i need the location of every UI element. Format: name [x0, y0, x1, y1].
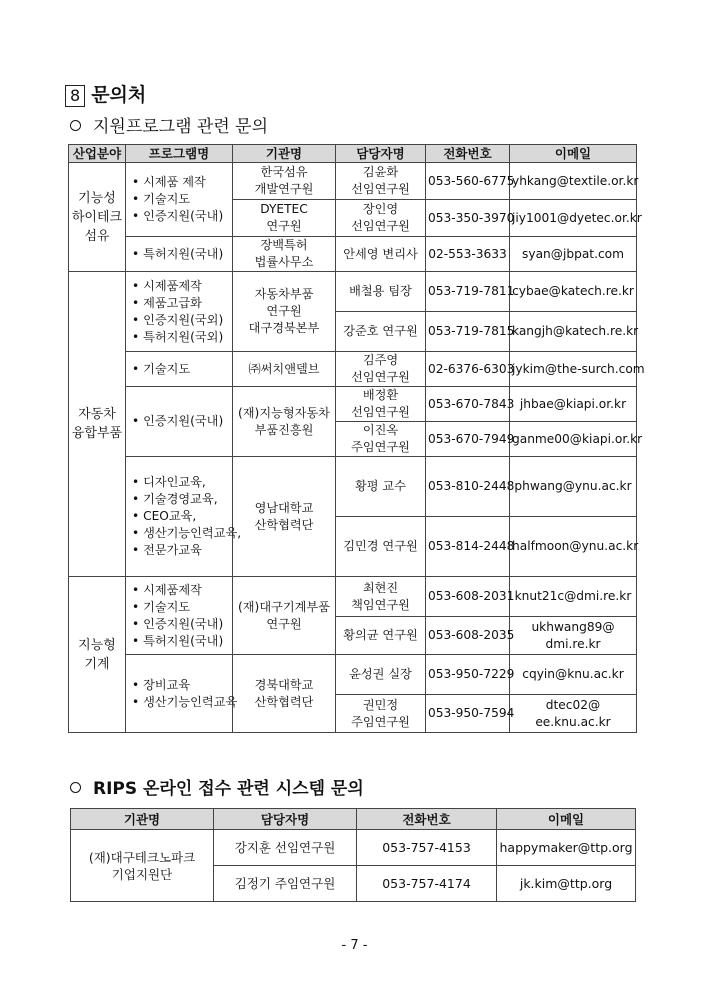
organization-cell: [233, 200, 336, 237]
organization-name-line: 한국섬유: [260, 165, 308, 179]
program-item: • 기술경영교육,: [132, 492, 218, 506]
contact-person-cell: [336, 387, 426, 422]
industry-category-line: 하이테크: [71, 209, 123, 225]
contact-person-line: 윤성권 실장: [349, 667, 412, 681]
email-address: knut21c@dmi.re.kr: [514, 589, 632, 603]
phone-cell: [426, 163, 515, 200]
organization-name-line: DYETEC: [260, 202, 308, 216]
email-address: ganme00@kiapi.or.kr: [512, 431, 643, 446]
program-list-cell: [126, 352, 233, 387]
email-cell: [510, 312, 637, 352]
email-cell: [510, 163, 637, 200]
program-item: • 시제품제작: [132, 278, 202, 293]
organization-cell: [233, 655, 336, 733]
email-cell: [510, 387, 637, 422]
phone-cell: [426, 352, 515, 387]
phone-number: 053-757-4153: [382, 840, 471, 855]
industry-category-line: 섬유: [84, 228, 110, 244]
contact-person-line: 안세영 변리사: [343, 246, 418, 261]
industry-category-cell: [69, 163, 126, 272]
section-heading: [65, 80, 146, 107]
table-row: [69, 577, 637, 617]
column-header: 기관명: [233, 145, 336, 163]
table-row: [69, 163, 637, 200]
phone-number: 053-560-6775: [428, 173, 515, 188]
organization-name-line: (재)대구기계부품: [238, 599, 330, 614]
email-cell: [497, 830, 636, 866]
contact-person-line: 권민정: [362, 697, 399, 712]
program-item: • 기술지도: [132, 599, 191, 614]
email-address: yhkang@textile.or.kr: [512, 173, 639, 188]
phone-cell: [426, 617, 515, 655]
contact-person-line: 강준호 연구원: [343, 324, 418, 338]
phone-number: 053-608-2031: [428, 589, 515, 603]
organization-name-line: 법률사무소: [254, 255, 314, 269]
organization-name-line: 기업지원단: [111, 866, 173, 882]
email-cell: [510, 422, 643, 457]
contact-person-cell: [336, 237, 426, 272]
program-item: • 기술지도: [132, 192, 191, 206]
email-address: jk.kim@ttp.org: [519, 876, 613, 891]
contact-person-cell: [336, 577, 426, 617]
phone-number: 02-6376-6303: [428, 361, 515, 376]
email-address: dmi.re.kr: [545, 636, 601, 651]
email-address: syan@jbpat.com: [522, 246, 624, 261]
contact-person-cell: [214, 866, 357, 902]
program-list-cell: [126, 163, 233, 237]
page-number: - 7 -: [341, 938, 368, 953]
contact-person-cell: [336, 617, 426, 655]
contact-person-cell: [336, 695, 426, 733]
program-item: • 생산기능인력교육: [132, 694, 238, 709]
contact-person-line: 배철용 팀장: [349, 284, 412, 298]
email-address: phwang@ynu.ac.kr: [514, 479, 632, 493]
program-item: • CEO교육,: [132, 509, 197, 523]
contact-person-cell: [336, 163, 426, 200]
program-item: • 전문가교육: [132, 543, 202, 557]
email-cell: [510, 272, 637, 312]
subheading-rips: [70, 774, 364, 799]
table-header-row: [69, 145, 637, 163]
program-item: • 시제품제작: [132, 582, 202, 597]
industry-category-line: 기능성: [78, 190, 116, 206]
contact-person-cell: [336, 352, 426, 387]
email-cell: [497, 866, 636, 902]
industry-category-cell: [69, 272, 126, 577]
organization-cell: [233, 387, 336, 457]
program-list-cell: [126, 457, 242, 577]
program-item: • 디자인교육,: [132, 475, 206, 489]
organization-name-line: 자동차부품: [254, 287, 314, 301]
organization-cell: [233, 272, 336, 352]
phone-cell: [426, 655, 515, 695]
contact-person-line: 김주영: [362, 353, 399, 367]
organization-cell: [233, 577, 336, 655]
industry-category-line: 자동차: [78, 407, 116, 422]
organization-cell: [233, 163, 336, 200]
email-cell: [510, 200, 642, 237]
section-number: 8: [65, 85, 85, 107]
email-address: ukhwang89@: [531, 619, 615, 634]
contact-person-line: 선임연구원: [351, 219, 410, 233]
phone-number: 053-670-7843: [428, 396, 515, 411]
email-cell: [510, 457, 637, 517]
section-title: 문의처: [91, 84, 147, 106]
column-header: 기관명: [71, 809, 214, 830]
table-row: [69, 272, 637, 312]
phone-number: 053-950-7594: [428, 706, 515, 720]
program-item: • 인증지원(국외): [132, 312, 224, 327]
email-address: ee.knu.ac.kr: [535, 714, 611, 729]
organization-name-line: 연구원: [266, 304, 302, 318]
table-row: [71, 830, 636, 866]
phone-number: 053-350-3970: [428, 210, 515, 225]
circle-bullet-icon: [70, 120, 81, 131]
phone-cell: [357, 866, 497, 902]
phone-number: 053-670-7949: [428, 431, 515, 446]
program-list-cell: [126, 387, 233, 457]
program-list-cell: [126, 577, 233, 655]
circle-bullet-icon: [70, 782, 81, 793]
contact-person-cell: [336, 457, 426, 517]
program-item: • 특허지원(국내): [132, 246, 224, 261]
organization-name-line: 산학협력단: [254, 517, 314, 532]
table-row: [69, 655, 637, 695]
contact-person-line: 선임연구원: [351, 182, 410, 196]
industry-category-line: 융합부품: [71, 426, 123, 441]
contact-person-line: 책임연구원: [351, 597, 410, 612]
program-item: • 생산기능인력교육,: [132, 526, 242, 540]
phone-number: 053-814-2448: [428, 539, 515, 553]
contact-person-line: 김윤화: [362, 165, 399, 179]
program-item: • 장비교육: [132, 677, 191, 692]
program-item: • 인증지원(국내): [132, 616, 224, 631]
phone-cell: [426, 577, 515, 617]
table-row: [69, 387, 637, 422]
program-contact-table: [68, 144, 645, 733]
email-address: halfmoon@ynu.ac.kr: [512, 539, 639, 553]
phone-number: 053-608-2035: [428, 628, 515, 642]
program-item: • 특허지원(국내): [132, 633, 224, 648]
contact-person-line: 장인영: [362, 202, 399, 216]
industry-category-line: 기계: [84, 656, 110, 672]
table-row: [69, 237, 637, 272]
contact-person-line: 선임연구원: [351, 405, 410, 419]
program-item: • 제품고급화: [132, 295, 202, 310]
contact-person-cell: [214, 830, 357, 866]
program-item: • 기술지도: [132, 361, 191, 376]
phone-cell: [426, 695, 515, 733]
contact-person-cell: [336, 655, 426, 695]
table-header-row: [71, 809, 636, 830]
program-list-cell: [126, 237, 233, 272]
column-header: 전화번호: [426, 145, 510, 163]
organization-cell: [233, 352, 336, 387]
email-cell: [510, 617, 637, 655]
rips-contact-table: [70, 808, 636, 902]
program-list-cell: [126, 655, 238, 733]
organization-name-line: 연구원: [266, 616, 302, 631]
email-address: dtec02@: [545, 697, 601, 712]
phone-cell: [426, 387, 515, 422]
email-address: jhbae@kiapi.or.kr: [519, 396, 627, 411]
column-header: 담당자명: [214, 809, 357, 830]
contact-person-cell: [336, 200, 426, 237]
contact-person-line: 선임연구원: [351, 370, 410, 384]
column-header: 이메일: [510, 145, 637, 163]
organization-name-line: 개발연구원: [254, 182, 314, 196]
phone-number: 053-810-2448: [428, 479, 515, 493]
email-cell: [510, 237, 637, 272]
organization-cell: [233, 237, 336, 272]
subheading-programs-text: 지원프로그램 관련 문의: [93, 117, 269, 137]
contact-person-line: 최현진: [362, 580, 399, 595]
contact-person-line: 김정기 주임연구원: [234, 876, 336, 891]
column-header: 프로그램명: [126, 145, 233, 163]
email-cell: [510, 695, 637, 733]
organization-name-line: 경북대학교: [254, 677, 314, 692]
organization-cell: [233, 457, 336, 577]
contact-person-cell: [336, 422, 426, 457]
contact-person-cell: [336, 272, 426, 312]
contact-person-cell: [336, 312, 426, 352]
email-cell: [510, 577, 637, 617]
email-address: cybae@katech.re.kr: [512, 284, 634, 298]
contact-person-line: 주임연구원: [351, 440, 410, 454]
industry-category-line: 지능형: [78, 637, 116, 653]
email-cell: [510, 655, 637, 695]
phone-cell: [426, 422, 515, 457]
email-cell: [510, 517, 637, 577]
industry-category-cell: [69, 577, 126, 733]
organization-cell: [71, 830, 214, 902]
contact-person-line: 황평 교수: [355, 479, 406, 493]
program-item: • 시제품 제작: [132, 175, 206, 189]
phone-cell: [426, 200, 515, 237]
organization-name-line: 부품진흥원: [254, 422, 314, 437]
organization-name-line: 연구원: [266, 219, 302, 233]
organization-name-line: 장백특허: [260, 238, 308, 252]
phone-number: 02-553-3633: [428, 246, 507, 261]
contact-person-line: 황의균 연구원: [343, 628, 418, 642]
column-header: 전화번호: [357, 809, 497, 830]
subheading-programs: [70, 112, 268, 137]
organization-name-line: (재)대구테크노파크: [88, 849, 196, 865]
phone-cell: [426, 517, 515, 577]
program-item: • 인증지원(국내): [132, 209, 224, 223]
phone-number: 053-719-7811: [428, 284, 515, 298]
program-item: • 특허지원(국외): [132, 329, 224, 344]
contact-person-line: 주임연구원: [351, 714, 410, 729]
phone-number: 053-757-4174: [382, 876, 471, 891]
phone-number: 053-950-7229: [428, 667, 515, 681]
phone-number: 053-719-7815: [428, 324, 515, 338]
organization-name-line: 대구경북본부: [248, 321, 320, 335]
phone-cell: [357, 830, 497, 866]
subheading-rips-text: RIPS 온라인 접수 관련 시스템 문의: [93, 779, 364, 799]
table-row: [69, 352, 637, 387]
email-address: kangjh@katech.re.kr: [512, 324, 639, 338]
program-list-cell: [126, 272, 233, 352]
phone-cell: [426, 312, 515, 352]
column-header: 담당자명: [336, 145, 426, 163]
contact-person-line: 김민경 연구원: [343, 539, 418, 553]
contact-person-line: 강지훈 선임연구원: [234, 840, 336, 855]
organization-name-line: 영남대학교: [254, 500, 314, 515]
column-header: 산업분야: [69, 145, 126, 163]
organization-name-line: 산학협력단: [254, 694, 314, 709]
email-cell: [510, 352, 645, 387]
email-address: jykim@the-surch.com: [512, 361, 645, 376]
contact-person-line: 이진옥: [362, 423, 399, 437]
organization-name-line: (재)지능형자동차: [238, 405, 330, 420]
table-row: [69, 457, 637, 517]
phone-cell: [426, 272, 515, 312]
program-item: • 인증지원(국내): [132, 414, 224, 428]
phone-cell: [426, 457, 515, 517]
email-address: jiy1001@dyetec.or.kr: [512, 210, 642, 225]
email-address: happymaker@ttp.org: [499, 840, 633, 855]
email-address: cqyin@knu.ac.kr: [522, 667, 624, 681]
contact-person-line: 배정환: [362, 388, 399, 402]
organization-name-line: ㈜써치앤델브: [248, 361, 320, 376]
phone-cell: [426, 237, 510, 272]
column-header: 이메일: [497, 809, 636, 830]
contact-person-cell: [336, 517, 426, 577]
